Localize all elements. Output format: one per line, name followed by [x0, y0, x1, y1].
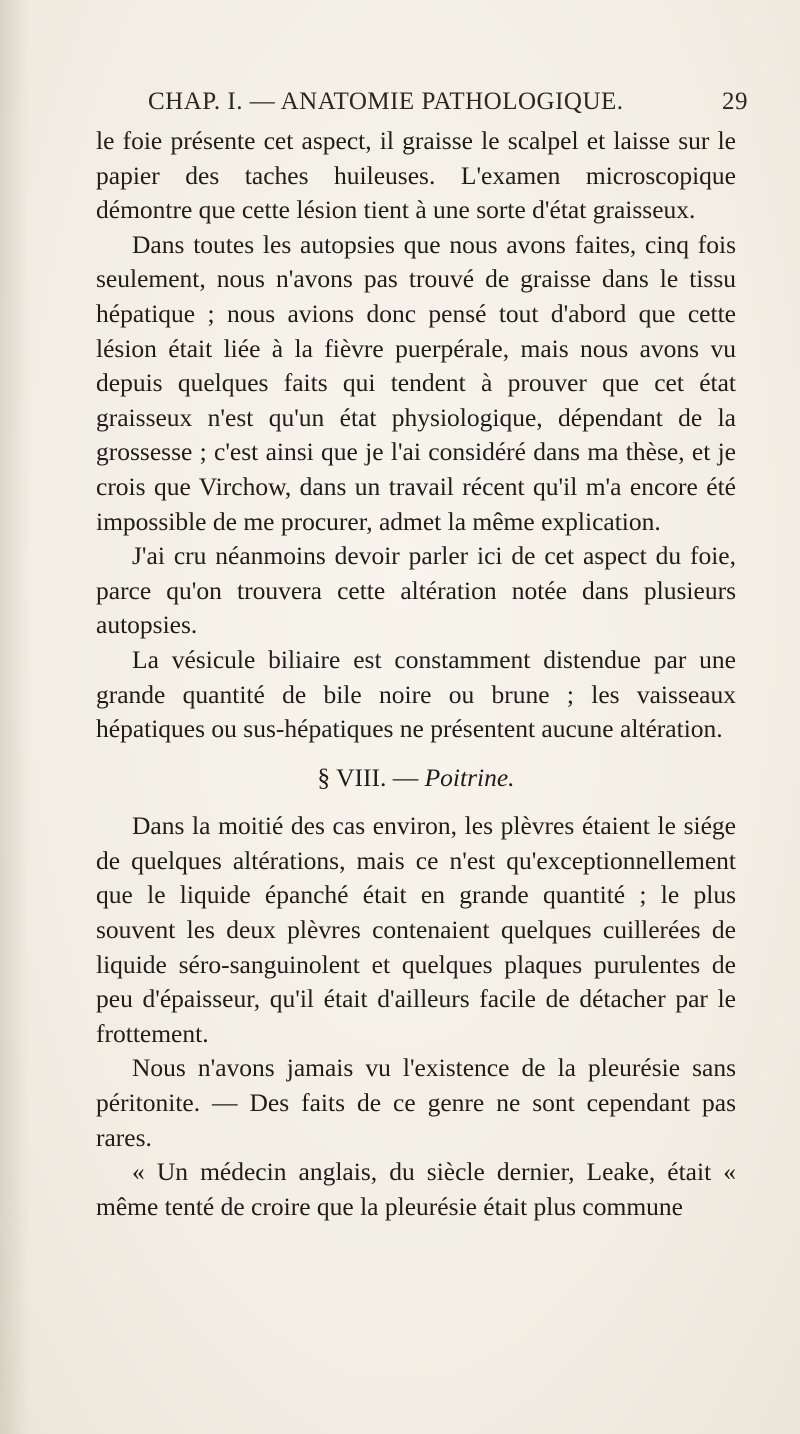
section-heading: [96, 761, 736, 796]
paragraph-7: « Un médecin anglais, du siècle dernier, Leake, était « même tenté de croire que la pleurésie était plus commune: [96, 1157, 736, 1221]
paragraph-6: Nous n'avons jamais vu l'existence de la pleurésie sans péritonite. — Des faits de ce genre ne sont cependant pas rares.: [96, 1053, 736, 1152]
body-text: [96, 124, 736, 1224]
running-title: CHAP. I. — ANATOMIE PATHOLOGIQUE.: [148, 88, 624, 115]
section-title: Poitrine.: [424, 762, 515, 792]
paragraph-4: La vésicule biliaire est constamment distendue par une grande quantité de bile noire ou brune ; les vaisseaux hépatiques ou sus-hépatiques ne présentent aucune altération.: [96, 644, 736, 744]
page-gutter-shadow: [0, 0, 30, 1434]
paragraph-1: le foie présente cet aspect, il graisse le scalpel et laisse sur le papier des taches huileuses. L'examen microscopique démontre que cette lésion tient à une sorte d'état graisseux.: [96, 126, 736, 225]
section-number: § VIII. —: [317, 762, 425, 792]
paragraph-2: Dans toutes les autopsies que nous avons faites, cinq fois seulement, nous n'avons pas trouvé de graisse dans le tissu hépatique ; nous avions donc pensé tout d'abord que cette lésion était liée à la fièvre puerpérale, mais nous avons vu depuis quelques faits qui tendent à prouver que cet état graisseux n'est qu'un état physiologique, dépendant de la grossesse ; c'est ainsi que je l'ai considéré dans ma thèse, et je crois que Virchow, dans un travail récent qu'il m'a encore été impossible de me procurer, admet la même explication.: [96, 229, 736, 536]
page-number: 29: [722, 88, 748, 115]
paragraph-3: J'ai cru néanmoins devoir parler ici de cet aspect du foie, parce qu'on trouvera cette altération notée dans plusieurs autopsies.: [96, 541, 736, 640]
paragraph-5: Dans la moitié des cas environ, les plèvres étaient le siége de quelques altérations, mais ce n'est qu'exceptionnellement que le liquide épanché était en grande quantité ; le plus souvent les deux plèvres contenaient quelques cuillerées de liquide séro-sanguinolent et quelques plaques purulentes de peu d'épaisseur, qu'il était d'ailleurs facile de détacher par le frottement.: [96, 811, 736, 1048]
page-header: [148, 88, 748, 118]
